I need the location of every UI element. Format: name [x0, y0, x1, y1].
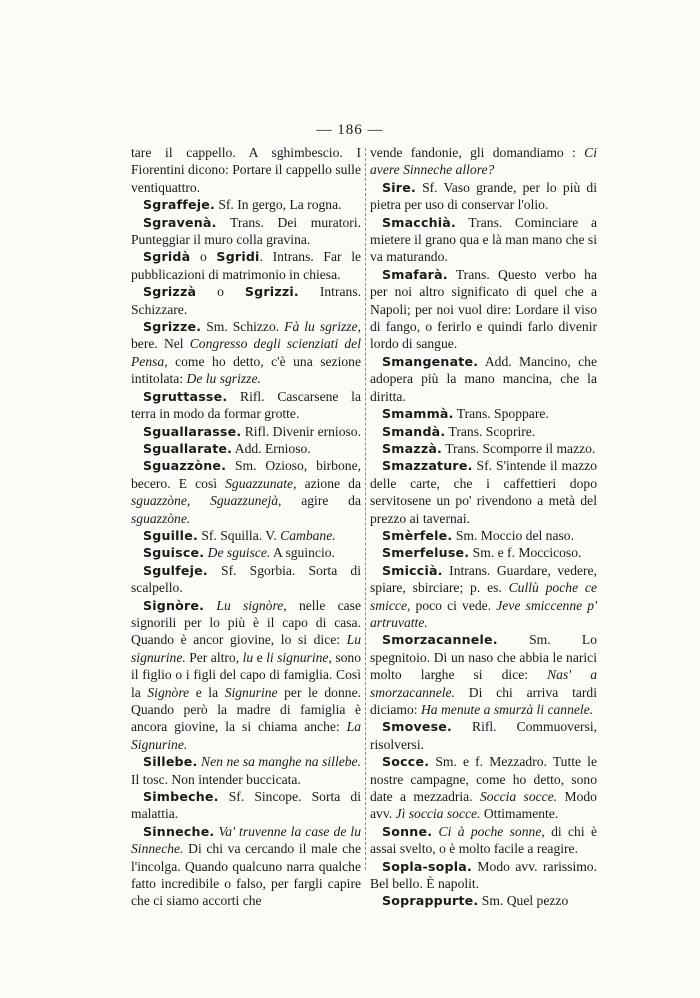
entry-headword: Smovese. — [382, 719, 453, 735]
entry-example: Jeve smiccenne p' artruvatte. — [370, 597, 597, 630]
entry-text: Trans. Questo verbo ha per noi altro significato di quel che a Napoli; per noi vuol dire: Lordare il viso di fango, o ferirlo e quindi farlo divenir lordo di sangue. — [370, 266, 597, 352]
dictionary-entry — [370, 423, 597, 440]
entry-text: per le donne. Quando però la madre di famiglia è ancora giovine, la si chiama anche: — [131, 684, 362, 735]
entry-text: Per altro, — [185, 649, 243, 665]
dictionary-entry — [131, 753, 361, 788]
dictionary-entry — [370, 457, 597, 527]
entry-example: Jì soccia socce. — [395, 806, 481, 822]
entry-example: Signòre — [147, 684, 190, 700]
entry-headword: Sgraffeje. — [143, 197, 215, 213]
entry-text: Sm. Quel pezzo — [478, 893, 569, 909]
entry-text: Sf. In gergo, La rogna. — [214, 197, 342, 213]
entry-text: Trans. Cominciare a mietere il grano qua e là man mano che si va maturando. — [370, 214, 597, 265]
entry-headword: Smazzature. — [382, 458, 473, 474]
entry-text: Modo avv. — [370, 789, 597, 822]
entry-text: Sf. Vaso grande, per lo più di pietra per uso di conservar l'olio. — [370, 179, 597, 213]
entry-text: Sm. e f. Mezzadro. Tutte le nostre campagne, come ho detto, sono date a mezzadria. — [370, 754, 597, 805]
entry-headword: Smammà. — [382, 406, 454, 422]
entry-text: Trans. Scoprire. — [445, 423, 536, 439]
entry-headword: Sguazzòne. — [143, 458, 227, 474]
entry-text: Rifl. Divenir ernioso. — [241, 423, 361, 439]
entry-text: , sono il figlio o i figli del capo di famiglia. Così la — [131, 649, 362, 700]
dictionary-entry — [131, 823, 361, 910]
entry-text: Trans. Dei muratori. Punteggiar il muro colla gravina. — [131, 214, 361, 248]
entry-example: Va' truvenne la case de lu Sinneche. — [131, 823, 361, 857]
entry-headword: Sguallarate. — [143, 440, 233, 456]
page-number: — 186 — — [316, 122, 384, 138]
entry-text: Di chi arriva tardi diciamo: — [370, 684, 597, 717]
dictionary-entry — [131, 196, 361, 213]
dictionary-entry — [131, 283, 361, 318]
entry-headword: Sguille. — [143, 527, 198, 543]
dictionary-entry — [131, 318, 361, 388]
entry-text: tare il cappello. A sghimbescio. I Fiorentini dicono: Portare il cappello sulle ventiquattro. — [131, 145, 361, 195]
entry-text: Add. Ernioso. — [232, 440, 311, 456]
entry-text: Add. Mancino, che adopera più la mano mancina, che la diritta. — [370, 353, 597, 404]
entry-headword: Simbeche. — [143, 789, 219, 805]
dictionary-entry — [370, 405, 597, 422]
column-divider — [365, 148, 366, 870]
entry-headword: Smiccià. — [382, 562, 443, 578]
dictionary-entry — [131, 457, 361, 527]
entry-text: Di chi va cercando il male che l'incolga. Quando qualcuno narra qualche fatto incredibile o falso, per fargli capire che ci siamo accorti che — [131, 841, 361, 909]
entry-text: o — [190, 249, 217, 265]
entry-text: , agire da — [278, 493, 362, 509]
entry-example: Signurine — [224, 684, 278, 700]
entry-text: , poco ci vede. — [407, 597, 497, 613]
entry-headword: Sguisce. — [143, 545, 205, 561]
entry-headword: Smerfeluse. — [382, 545, 470, 561]
dictionary-entry — [370, 753, 597, 823]
dictionary-entry — [131, 562, 361, 597]
entry-text: Sm. Schizzo. — [201, 319, 285, 335]
entry-headword: Soprappurte. — [382, 893, 479, 909]
dictionary-entry — [131, 527, 361, 544]
entry-headword: Socce. — [382, 754, 430, 770]
entry-text: Sf. Sgorbia. Sorta di scalpello. — [131, 562, 361, 596]
entry-headword: Sgravenà. — [143, 214, 217, 230]
entry-headword: Smorzacannele. — [382, 632, 498, 648]
entry-headword: Sgridà — [143, 249, 191, 265]
entry-example: Fà lu sgrizze — [284, 319, 358, 335]
entry-headword: Smafarà. — [382, 266, 448, 282]
entry-headword: Smandà. — [382, 423, 446, 439]
entry-text: Trans. Spoppare. — [453, 406, 549, 422]
entry-text: Sf. Sincope. Sorta di malattia. — [131, 789, 361, 822]
dictionary-entry — [131, 597, 361, 754]
dictionary-entry — [131, 544, 361, 561]
entry-text: o — [196, 284, 245, 300]
entry-text: Sm. e f. Moccicoso. — [469, 545, 582, 561]
entry-text: . Intrans. Far le pubblicazioni di matrimonio in chiesa. — [131, 249, 361, 282]
entry-example: Ha menute a smurzà li cannele. — [420, 702, 594, 717]
entry-example: De lu sgrizze. — [186, 371, 261, 387]
entry-headword: Smèrfele. — [382, 527, 453, 543]
entry-headword: Sire. — [382, 179, 416, 195]
dictionary-entry — [370, 214, 597, 266]
entry-example: Nen ne sa manghe na sillebe. — [201, 754, 361, 770]
entry-headword: Smacchià. — [382, 214, 456, 230]
entry-text: Rifl. Commuoversi, risolversi. — [370, 719, 597, 752]
dictionary-entry — [370, 858, 597, 893]
dictionary-entry — [131, 388, 361, 423]
entry-headword: Sinneche. — [143, 823, 215, 839]
entry-example: Cambane. — [280, 527, 336, 543]
entry-headword: Smazzà. — [382, 440, 443, 456]
dictionary-entry — [370, 631, 597, 718]
dictionary-entry — [370, 144, 597, 179]
entry-text: A sguincio. — [270, 545, 335, 561]
entry-example: li signurine — [266, 649, 329, 665]
entry-headword: Sgulfeje. — [143, 562, 208, 578]
entry-example: Lu signurine. — [131, 632, 361, 665]
dictionary-entry — [370, 823, 597, 858]
dictionary-entry — [370, 527, 597, 544]
dictionary-entry — [131, 788, 361, 823]
entry-example: Ci avere Sinneche allore? — [370, 145, 597, 178]
dictionary-entry — [370, 440, 597, 457]
dictionary-entry — [370, 562, 597, 632]
entry-example: Cullù poche ce smicce — [370, 580, 597, 613]
entry-text: vende fandonie, gli domandiamo : — [370, 145, 585, 160]
entry-text: Ottimamente. — [480, 806, 559, 822]
entry-example: Lu signòre — [216, 597, 284, 613]
entry-headword: Sgruttasse. — [143, 388, 228, 404]
dictionary-entry — [370, 718, 597, 753]
entry-text: Il tosc. Non intender buccicata. — [131, 771, 301, 787]
entry-text: Sm. Moccio del naso. — [452, 527, 574, 543]
dictionary-entry — [131, 214, 361, 249]
entry-text: Rifl. Cascarsene la terra in modo da formar grotte. — [131, 388, 361, 422]
entry-example: sguazzòne, Sguazzunejà — [131, 493, 279, 509]
entry-example: La Signurine. — [131, 719, 361, 752]
dictionary-entry — [131, 144, 361, 196]
entry-headword: Sgrizzi. — [244, 284, 299, 300]
entry-example: Ci à poche sonne — [438, 823, 542, 839]
entry-text: Sf. Squilla. V. — [197, 527, 281, 543]
entry-headword: Sgrizzà — [143, 284, 197, 300]
entry-headword: Sgridi — [216, 249, 260, 265]
entry-text: Sf. S'intende il mazzo delle carte, che i caffettieri dopo servitosene un po' rivendono a metà del prezzo ai tavernai. — [370, 458, 597, 526]
entry-text: Intrans. Guardare, vedere, spiare, sbirciare; p. es. — [370, 562, 597, 596]
dictionary-entry — [370, 892, 597, 909]
dictionary-entry — [131, 423, 361, 440]
entry-headword: Sopla-sopla. — [382, 858, 472, 874]
entry-headword: Sgrizze. — [143, 319, 202, 335]
entry-headword: Signòre. — [143, 597, 205, 613]
entry-headword: Smangenate. — [382, 353, 479, 369]
entry-headword: Sguallarasse. — [143, 423, 242, 439]
dictionary-entry — [131, 248, 361, 283]
entry-text: Intrans. Schizzare. — [131, 284, 362, 317]
entry-text: Trans. Scomporre il mazzo. — [442, 440, 596, 456]
entry-example: sguazzòne. — [131, 510, 191, 526]
dictionary-entry — [370, 179, 597, 214]
entry-text: Sm. Ozioso, birbone, becero. E così — [131, 458, 361, 491]
entry-headword: Sonne. — [382, 823, 433, 839]
entry-text: , come ho detto, c'è una sezione intitolata: — [131, 353, 361, 387]
entry-text: , di chi è assai svelto, o è molto facile a reagire. — [370, 823, 597, 857]
entry-text: Modo avv. rarissimo. Bel bello. È napolit. — [370, 858, 597, 892]
entry-text: e — [253, 649, 267, 665]
entry-example: Soccia socce. — [479, 789, 558, 805]
entry-text: e la — [189, 684, 225, 700]
entry-example: De sguisce. — [207, 545, 271, 561]
entry-text: Sm. Lo spegnitoio. Di un naso che abbia le narici molto larghe si dice: — [370, 632, 597, 683]
dictionary-entry — [370, 353, 597, 405]
entry-example: lu — [242, 649, 254, 665]
entry-example: Congresso degli scienziati del Pensa — [131, 336, 361, 369]
dictionary-entry — [131, 440, 361, 457]
entry-text: , bere. Nel — [131, 319, 361, 352]
entry-text — [204, 598, 216, 613]
entry-example: Nas' a smorzacannele. — [370, 667, 597, 700]
dictionary-entry — [370, 266, 597, 353]
entry-headword: Sillebe. — [143, 754, 198, 770]
entry-example: Sguazzunate — [225, 475, 294, 491]
right-column — [370, 144, 597, 910]
left-column — [131, 144, 361, 910]
entry-text: , azione da — [293, 475, 361, 491]
dictionary-entry — [370, 544, 597, 561]
entry-text: , nelle case signorili per lo più è il capo di casa. Quando è ancor giovine, lo si dice: — [131, 597, 361, 648]
